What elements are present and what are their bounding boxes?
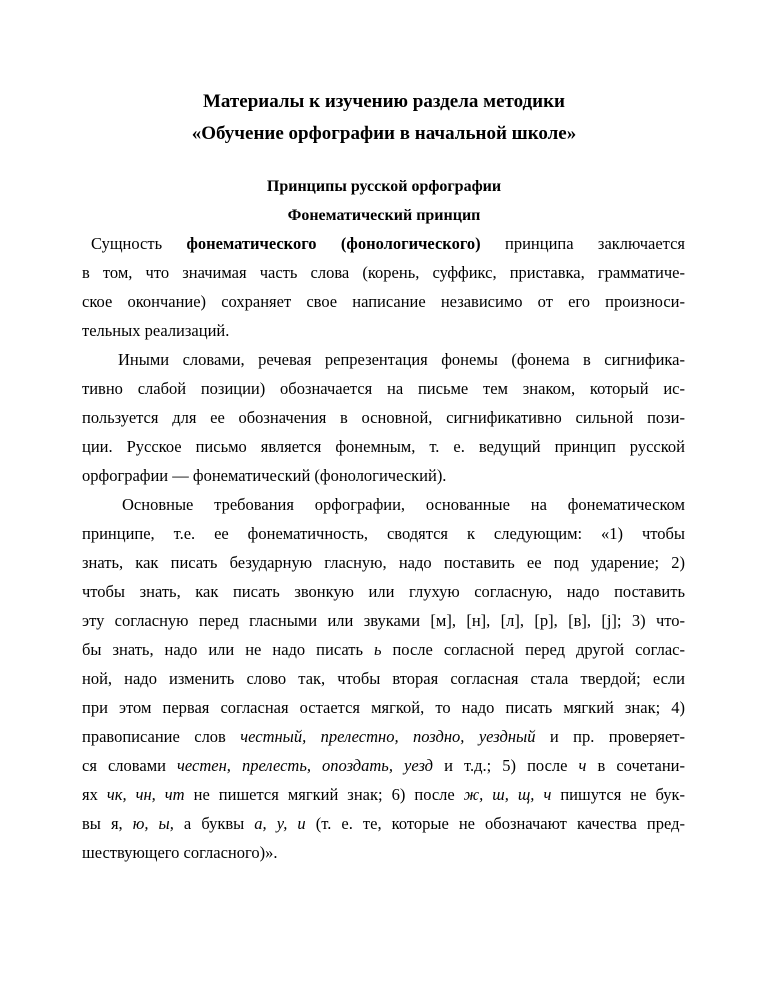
text-line: ной, надо изменить слово так, чтобы вторая согласная стала твердой; если [82,669,685,688]
text-span: ся словами [82,756,178,775]
text-span: бы знать, надо или не надо писать [82,640,374,659]
text-line [82,635,685,664]
document-title [0,86,768,150]
section-heading: Принципы русской орфографии [266,178,502,195]
text-line: пользуется для ее обозначения в основной, сигнификативно сильной пози- [82,408,685,427]
text-line [82,722,685,751]
text-span: пишутся не бук- [551,785,686,804]
text-span: и пр. проверяет- [535,727,685,746]
text-line: принципе, т.е. ее фонематичность, сводятся к следующим: «1) чтобы [82,524,685,543]
paragraph-3 [82,490,685,867]
text-line: орфографии — фонематический (фонологический). [82,466,447,485]
text-line: чтобы знать, как писать звонкую или глухую согласную, надо поставить [82,582,685,601]
title-line-2: «Обучение орфографии в начальной школе» [191,123,577,144]
text-span: Сущность [91,234,187,253]
text-line [82,780,685,809]
text-line: Иными словами, речевая репрезентация фонемы (фонема в сигнифика- [118,350,685,369]
bold-term: фонематического (фонологического) [186,234,481,253]
text-span: и т.д.; 5) после [433,756,579,775]
section-subheading: Фонематический принцип [287,207,481,224]
text-span: не пишется мягкий знак; 6) после [184,785,464,804]
italic-term: а, у, и [254,814,306,833]
paragraph-2 [82,345,685,490]
title-line-1: Материалы к изучению раздела методики [202,91,565,112]
text-span: ях [82,785,107,804]
text-line: тивно слабой позиции) обозначается на письме тем знаком, который ис- [82,379,685,398]
text-span: правописание слов [82,727,241,746]
text-line: знать, как писать безударную гласную, надо поставить ее под ударение; 2) [82,553,685,572]
italic-term: честен, прелесть, опоздать, уезд [177,756,434,775]
text-span: принципа заключается [480,234,685,253]
text-span: в сочетани- [586,756,686,775]
text-line: при этом первая согласная остается мягкой, то надо писать мягкий знак; 4) [82,698,685,717]
text-span: (т. е. те, которые не обозначают качества пред- [305,814,685,833]
italic-term: честный, прелестно, поздно, уездный [240,727,536,746]
text-line: ское окончание) сохраняет свое написание независимо от его произноси- [82,292,685,311]
body-text [82,229,685,867]
text-span: а буквы [173,814,255,833]
text-line: в том, что значимая часть слова (корень, суффикс, приставка, грамматиче- [82,263,685,282]
text-line: Основные требования орфографии, основанные на фонематическом [122,495,685,514]
text-line [82,809,685,838]
text-line [82,229,685,258]
section-headings [0,172,768,230]
text-line: ции. Русское письмо является фонемным, т. е. ведущий принцип русской [82,437,685,456]
text-span: после согласной перед другой соглас- [381,640,685,659]
paragraph-1 [82,229,685,345]
text-line: тельных реализаций. [82,321,230,340]
italic-term: чк, чн, чт [106,785,185,804]
italic-term: ч [578,756,587,775]
text-line: шествующего согласного)». [82,843,278,862]
italic-term: ж, ш, щ, ч [463,785,552,804]
italic-term: ю, ы, [132,814,174,833]
text-line [82,751,685,780]
text-line: эту согласную перед гласными или звуками [м], [н], [л], [р], [в], [j]; 3) что- [82,611,685,630]
text-span: вы я, [82,814,133,833]
italic-term: ь [373,640,382,659]
